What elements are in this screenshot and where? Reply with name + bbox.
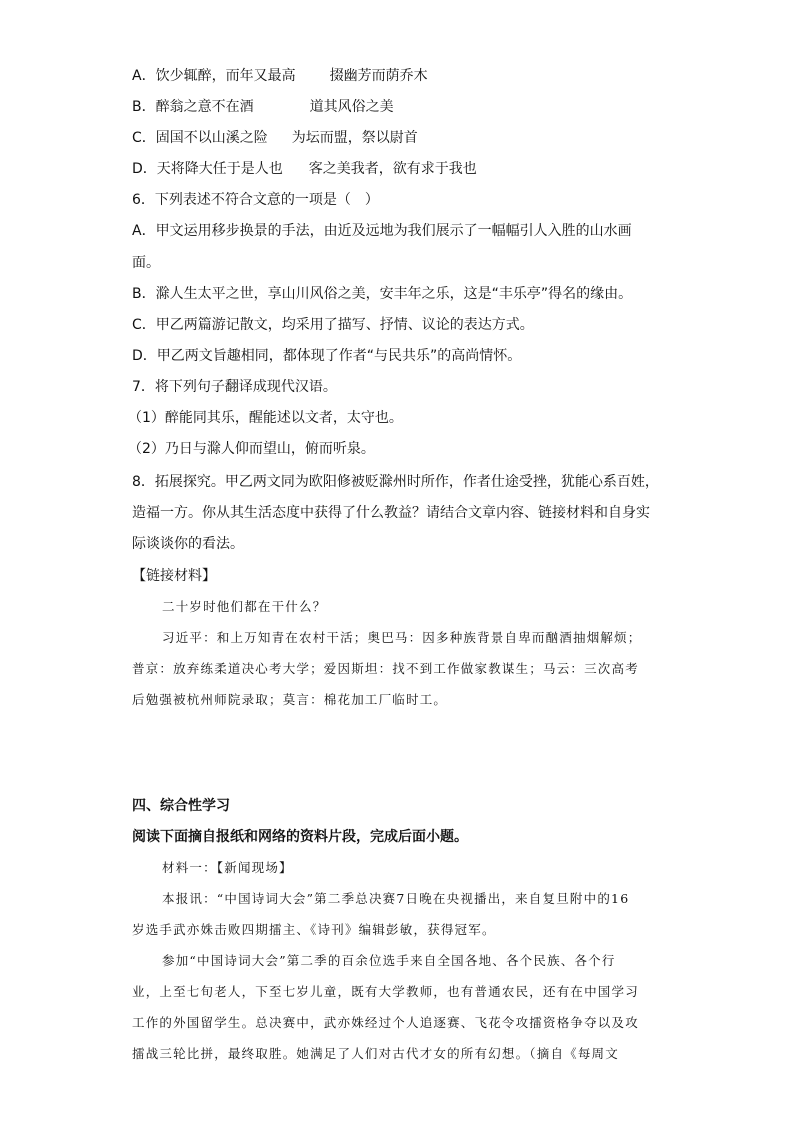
news-paragraph-line: 岁选手武亦姝击败四期擂主、《诗刊》编辑彭敏，获得冠军。 xyxy=(132,922,496,937)
q8-line-3: 际谈谈你的看法。 xyxy=(132,536,244,552)
option-text: C．固国不以山溪之险 xyxy=(132,130,268,146)
link-material-line: 习近平：和上万知青在农村干活；奥巴马：因多种族背景自卑而酗酒抽烟解烦； xyxy=(162,630,642,645)
option-text: 道其风俗之美 xyxy=(309,99,394,115)
link-material-line: 后勉强被杭州师院录取；莫言：棉花加工厂临时工。 xyxy=(132,692,448,707)
option-text: 客之美我者，欲有求于我也 xyxy=(308,161,477,177)
q6-option-a: A．甲文运用移步换景的手法，由近及远地为我们展示了一幅幅引人入胜的山水画 xyxy=(132,223,632,239)
q6-option-a-cont: 面。 xyxy=(132,255,160,271)
news-paragraph-line: 参加“中国诗词大会”第二季的百余位选手来自全国各地、各个民族、各个行 xyxy=(162,953,616,968)
option-c-q5 xyxy=(132,128,418,148)
option-d-q5 xyxy=(132,159,477,179)
section-instruction: 阅读下面摘自报纸和网络的资料片段，完成后面小题。 xyxy=(132,829,468,845)
news-paragraph-line: 本报讯：“中国诗词大会”第二季总决赛7日晚在央视播出，来自复旦附中的16 xyxy=(162,891,630,906)
option-text: 为坛而盟，祭以尉首 xyxy=(291,130,418,146)
q7-sentence-1: （1）醉能同其乐，醒能述以文者，太守也。 xyxy=(128,410,403,426)
q7-sentence-2: （2）乃日与滁人仰而望山，俯而听泉。 xyxy=(128,441,375,457)
q7-stem: 7．将下列句子翻译成现代汉语。 xyxy=(132,379,337,395)
option-b-q5 xyxy=(132,97,394,117)
link-material-line: 普京：放弃练柔道决心考大学；爱因斯坦：找不到工作做家教谋生；马云：三次高考 xyxy=(132,661,639,676)
news-paragraph-line: 擂战三轮比拼，最终取胜。她满足了人们对古代才女的所有幻想。（摘自《每周文 xyxy=(132,1046,619,1061)
q8-line-2: 造福一方。你从其生活态度中获得了什么教益？请结合文章内容、链接材料和自身实 xyxy=(132,505,650,521)
option-text: A．饮少辄醉，而年又最高 xyxy=(132,68,296,84)
q6-option-c: C．甲乙两篇游记散文，均采用了描写、抒情、议论的表达方式。 xyxy=(132,317,534,333)
q6-stem: 6．下列表述不符合文意的一项是（ ） xyxy=(132,192,379,208)
option-text: B．醉翁之意不在酒 xyxy=(132,99,254,115)
news-paragraph-line: 工作的外国留学生。总决赛中，武亦姝经过个人追逐赛、飞花令攻擂资格争夺以及攻 xyxy=(132,1015,639,1030)
material-one-title: 材料一：【新闻现场】 xyxy=(162,860,293,875)
section-heading: 四、综合性学习 xyxy=(132,798,230,814)
news-paragraph-line: 业，上至七旬老人，下至七岁儿童，既有大学教师，也有普通农民，还有在中国学习 xyxy=(132,984,639,999)
option-text: D．天将降大任于是人也 xyxy=(132,161,283,177)
option-a-q5 xyxy=(132,66,428,86)
q6-option-b: B．滁人生太平之世，享山川风俗之美，安丰年之乐，这是“丰乐亭”得名的缘由。 xyxy=(132,286,633,302)
option-text: 掇幽芳而荫乔木 xyxy=(329,68,428,84)
q6-option-d: D．甲乙两文旨趣相同，都体现了作者“与民共乐”的高尚情怀。 xyxy=(132,348,522,364)
link-material-title: 【链接材料】 xyxy=(132,568,216,584)
q8-line-1: 8．拓展探究。甲乙两文同为欧阳修被贬滁州时所作，作者仕途受挫，犹能心系百姓， xyxy=(132,474,659,490)
link-material-question: 二十岁时他们都在干什么？ xyxy=(162,599,327,614)
